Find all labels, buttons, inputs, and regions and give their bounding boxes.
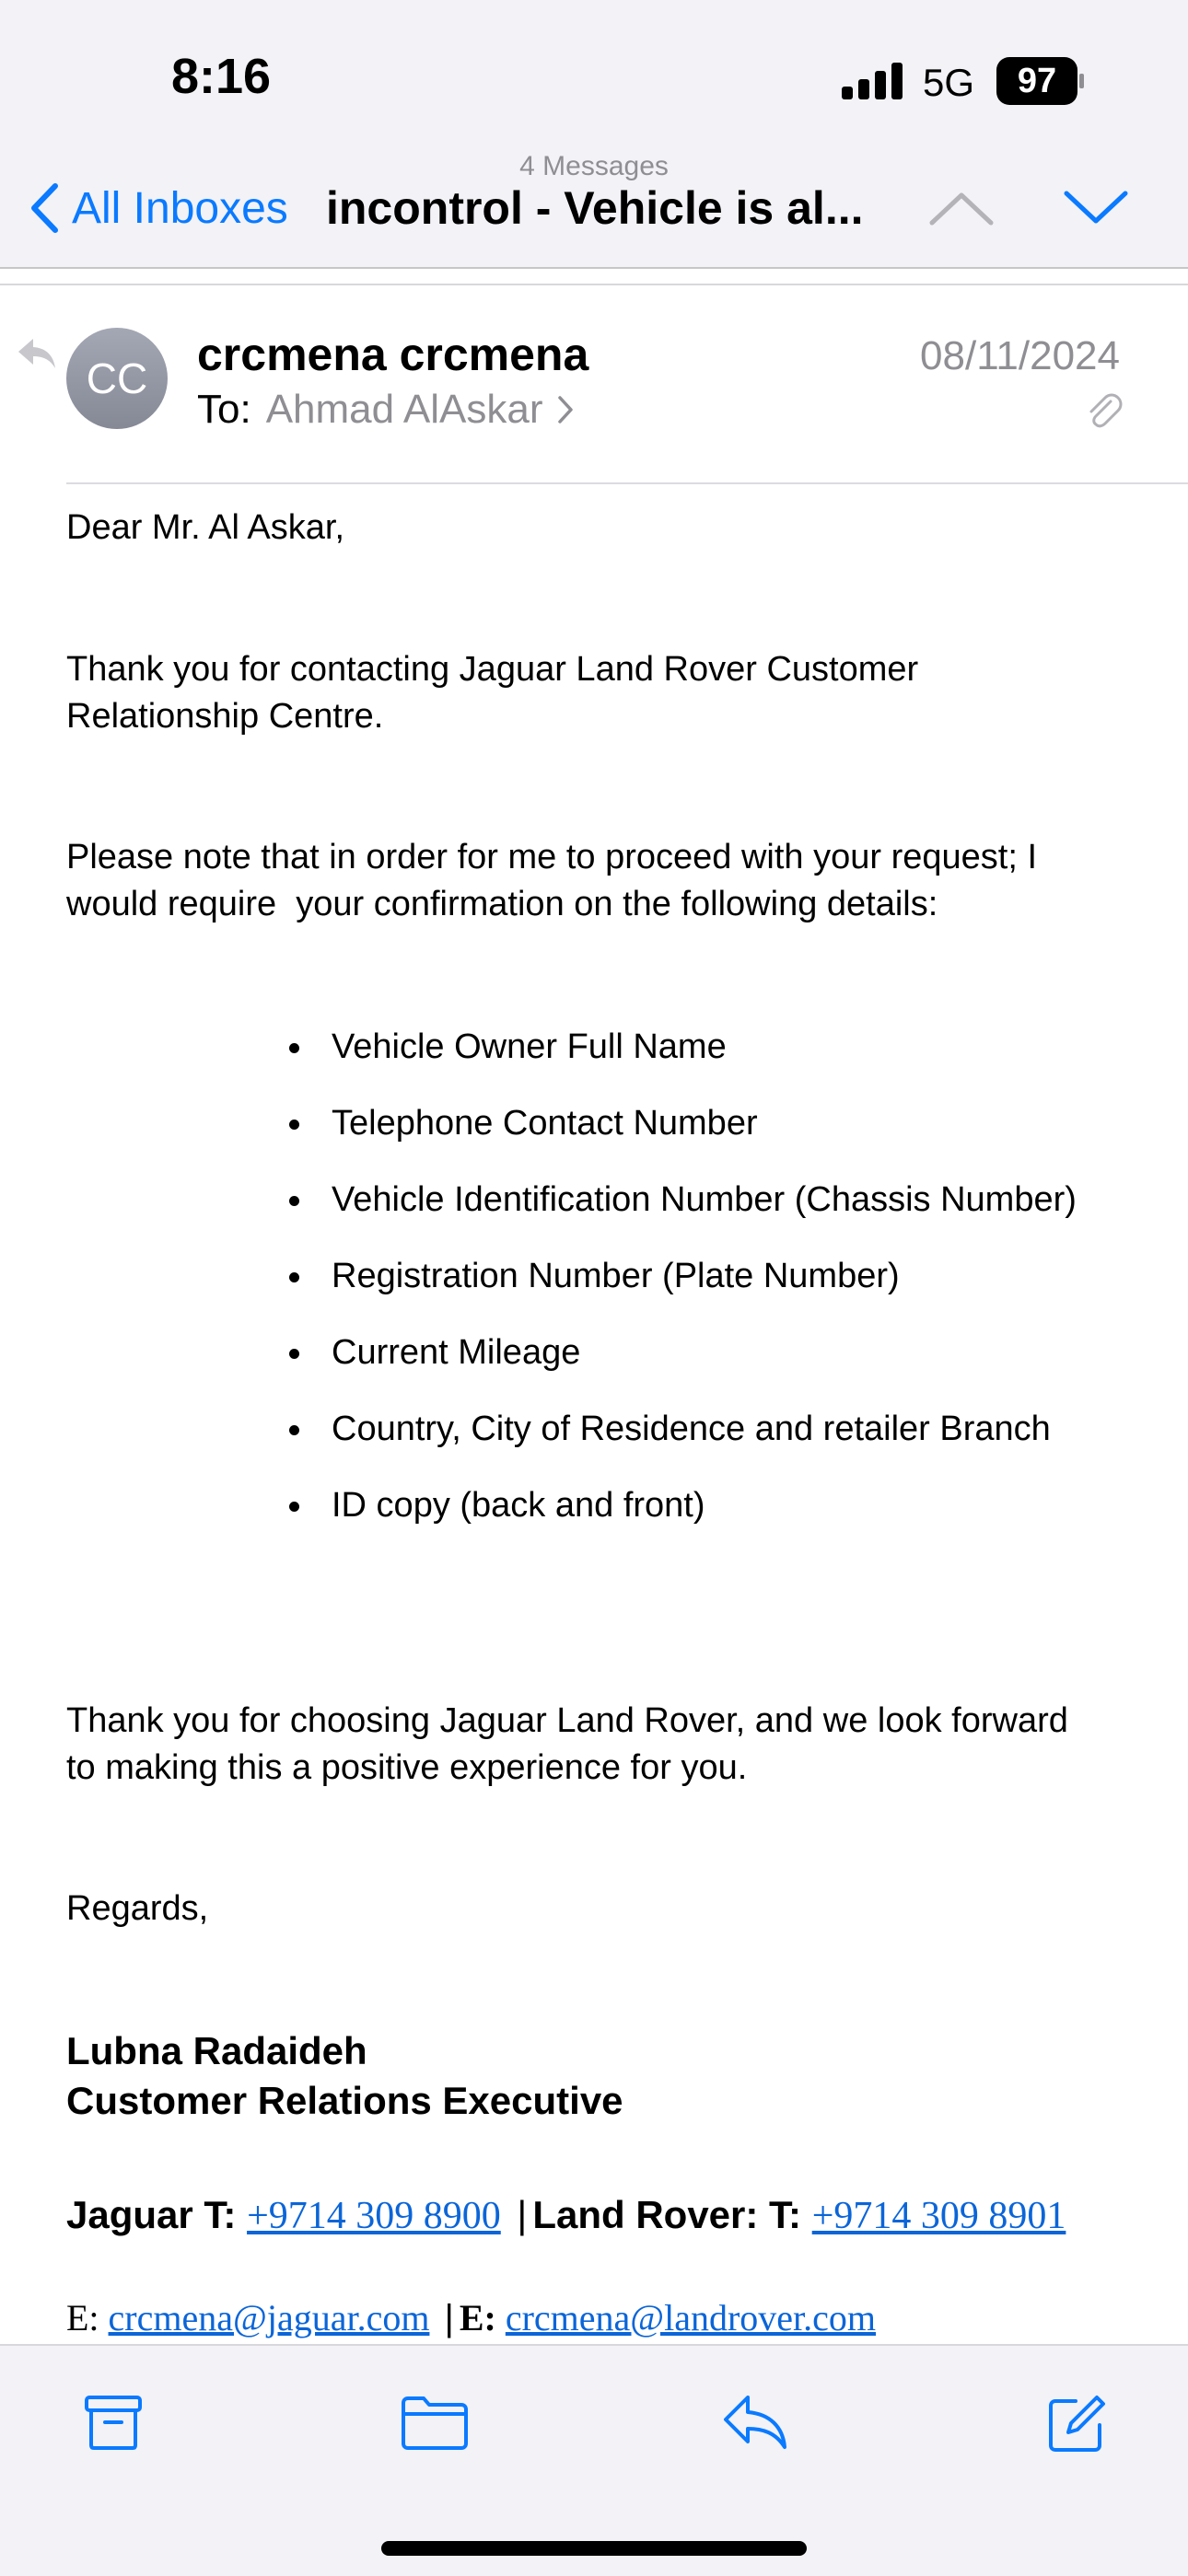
- archive-icon[interactable]: [81, 2392, 146, 2453]
- signature-phones: [66, 2189, 1125, 2242]
- list-item: Telephone Contact Number: [332, 1104, 758, 1143]
- divider: [66, 482, 1188, 484]
- folder-icon[interactable]: [400, 2392, 470, 2453]
- jaguar-phone-label: Jaguar T:: [66, 2193, 237, 2236]
- to-label: To:: [197, 387, 251, 432]
- intro-line-1: Thank you for contacting Jaguar Land Rover Customer: [66, 650, 919, 689]
- landrover-email-link[interactable]: crcmena@landrover.com: [505, 2297, 877, 2338]
- list-item: ID copy (back and front): [332, 1486, 705, 1525]
- bullet-dot: [289, 1120, 299, 1130]
- list-item: Current Mileage: [332, 1333, 581, 1372]
- previous-message-chevron-up-icon[interactable]: [928, 180, 995, 236]
- jaguar-email-link[interactable]: crcmena@jaguar.com: [108, 2297, 430, 2338]
- greeting: Dear Mr. Al Askar,: [66, 508, 344, 547]
- email-date: 08/11/2024: [920, 333, 1120, 378]
- jaguar-phone-link[interactable]: +9714 309 8900: [247, 2195, 501, 2237]
- signature-title: Customer Relations Executive: [66, 2079, 623, 2122]
- closing-paragraph: [66, 1698, 1068, 1792]
- closing-line-1: Thank you for choosing Jaguar Land Rover, and we look forward: [66, 1701, 1068, 1740]
- regards: Regards,: [66, 1889, 209, 1928]
- bullet-dot: [289, 1425, 299, 1435]
- cellular-signal-icon: [842, 61, 904, 99]
- back-button[interactable]: [29, 180, 288, 236]
- list-item: Vehicle Owner Full Name: [332, 1027, 727, 1066]
- landrover-phone-link[interactable]: +9714 309 8901: [811, 2195, 1066, 2237]
- list-item: Registration Number (Plate Number): [332, 1257, 900, 1295]
- list-item: Vehicle Identification Number (Chassis Number): [332, 1180, 1077, 1219]
- list-item: Country, City of Residence and retailer Branch: [332, 1410, 1051, 1448]
- replied-arrow-icon: [17, 337, 57, 370]
- reply-icon[interactable]: [720, 2392, 790, 2453]
- battery-icon: 97: [996, 57, 1077, 105]
- email-label: E:: [66, 2297, 99, 2338]
- back-label: All Inboxes: [72, 183, 288, 233]
- separator: |: [444, 2298, 454, 2338]
- bullet-dot: [289, 1043, 299, 1053]
- sender-name[interactable]: crcmena crcmena: [197, 329, 589, 380]
- divider: [0, 267, 1188, 269]
- recipient-line[interactable]: [197, 387, 575, 433]
- battery-nub: [1079, 74, 1084, 88]
- closing-line-2: to making this a positive experience for you.: [66, 1748, 748, 1787]
- landrover-phone-label: Land Rover: T:: [532, 2193, 802, 2236]
- bullet-dot: [289, 1502, 299, 1512]
- request-line-2: would require your confirmation on the following details:: [66, 885, 938, 923]
- intro-paragraph: [66, 646, 918, 740]
- attachment-paperclip-icon: [1083, 392, 1124, 433]
- signature-emails: [66, 2296, 876, 2339]
- intro-line-2: Relationship Centre.: [66, 697, 384, 736]
- chevron-right-icon: [556, 394, 575, 425]
- message-count: 4 Messages: [519, 151, 669, 181]
- home-indicator[interactable]: [381, 2541, 807, 2556]
- divider: [0, 284, 1188, 285]
- email-label: E:: [459, 2297, 496, 2338]
- status-time: 8:16: [171, 49, 272, 104]
- recipient-name: Ahmad AlAskar: [265, 387, 543, 432]
- bullet-dot: [289, 1272, 299, 1282]
- next-message-chevron-down-icon[interactable]: [1063, 180, 1129, 236]
- avatar: CC: [66, 328, 168, 429]
- bullet-dot: [289, 1349, 299, 1359]
- separator: |: [517, 2193, 528, 2236]
- request-line-1: Please note that in order for me to proceed with your request; I: [66, 838, 1038, 876]
- network-type: 5G: [923, 61, 975, 104]
- top-bar: [0, 0, 1188, 269]
- bullet-dot: [289, 1196, 299, 1206]
- chevron-left-icon: [29, 182, 59, 234]
- signature-name: Lubna Radaideh: [66, 2029, 367, 2072]
- thread-subject: incontrol - Vehicle is al...: [326, 182, 864, 234]
- compose-icon[interactable]: [1044, 2392, 1109, 2456]
- request-paragraph: [66, 834, 1037, 928]
